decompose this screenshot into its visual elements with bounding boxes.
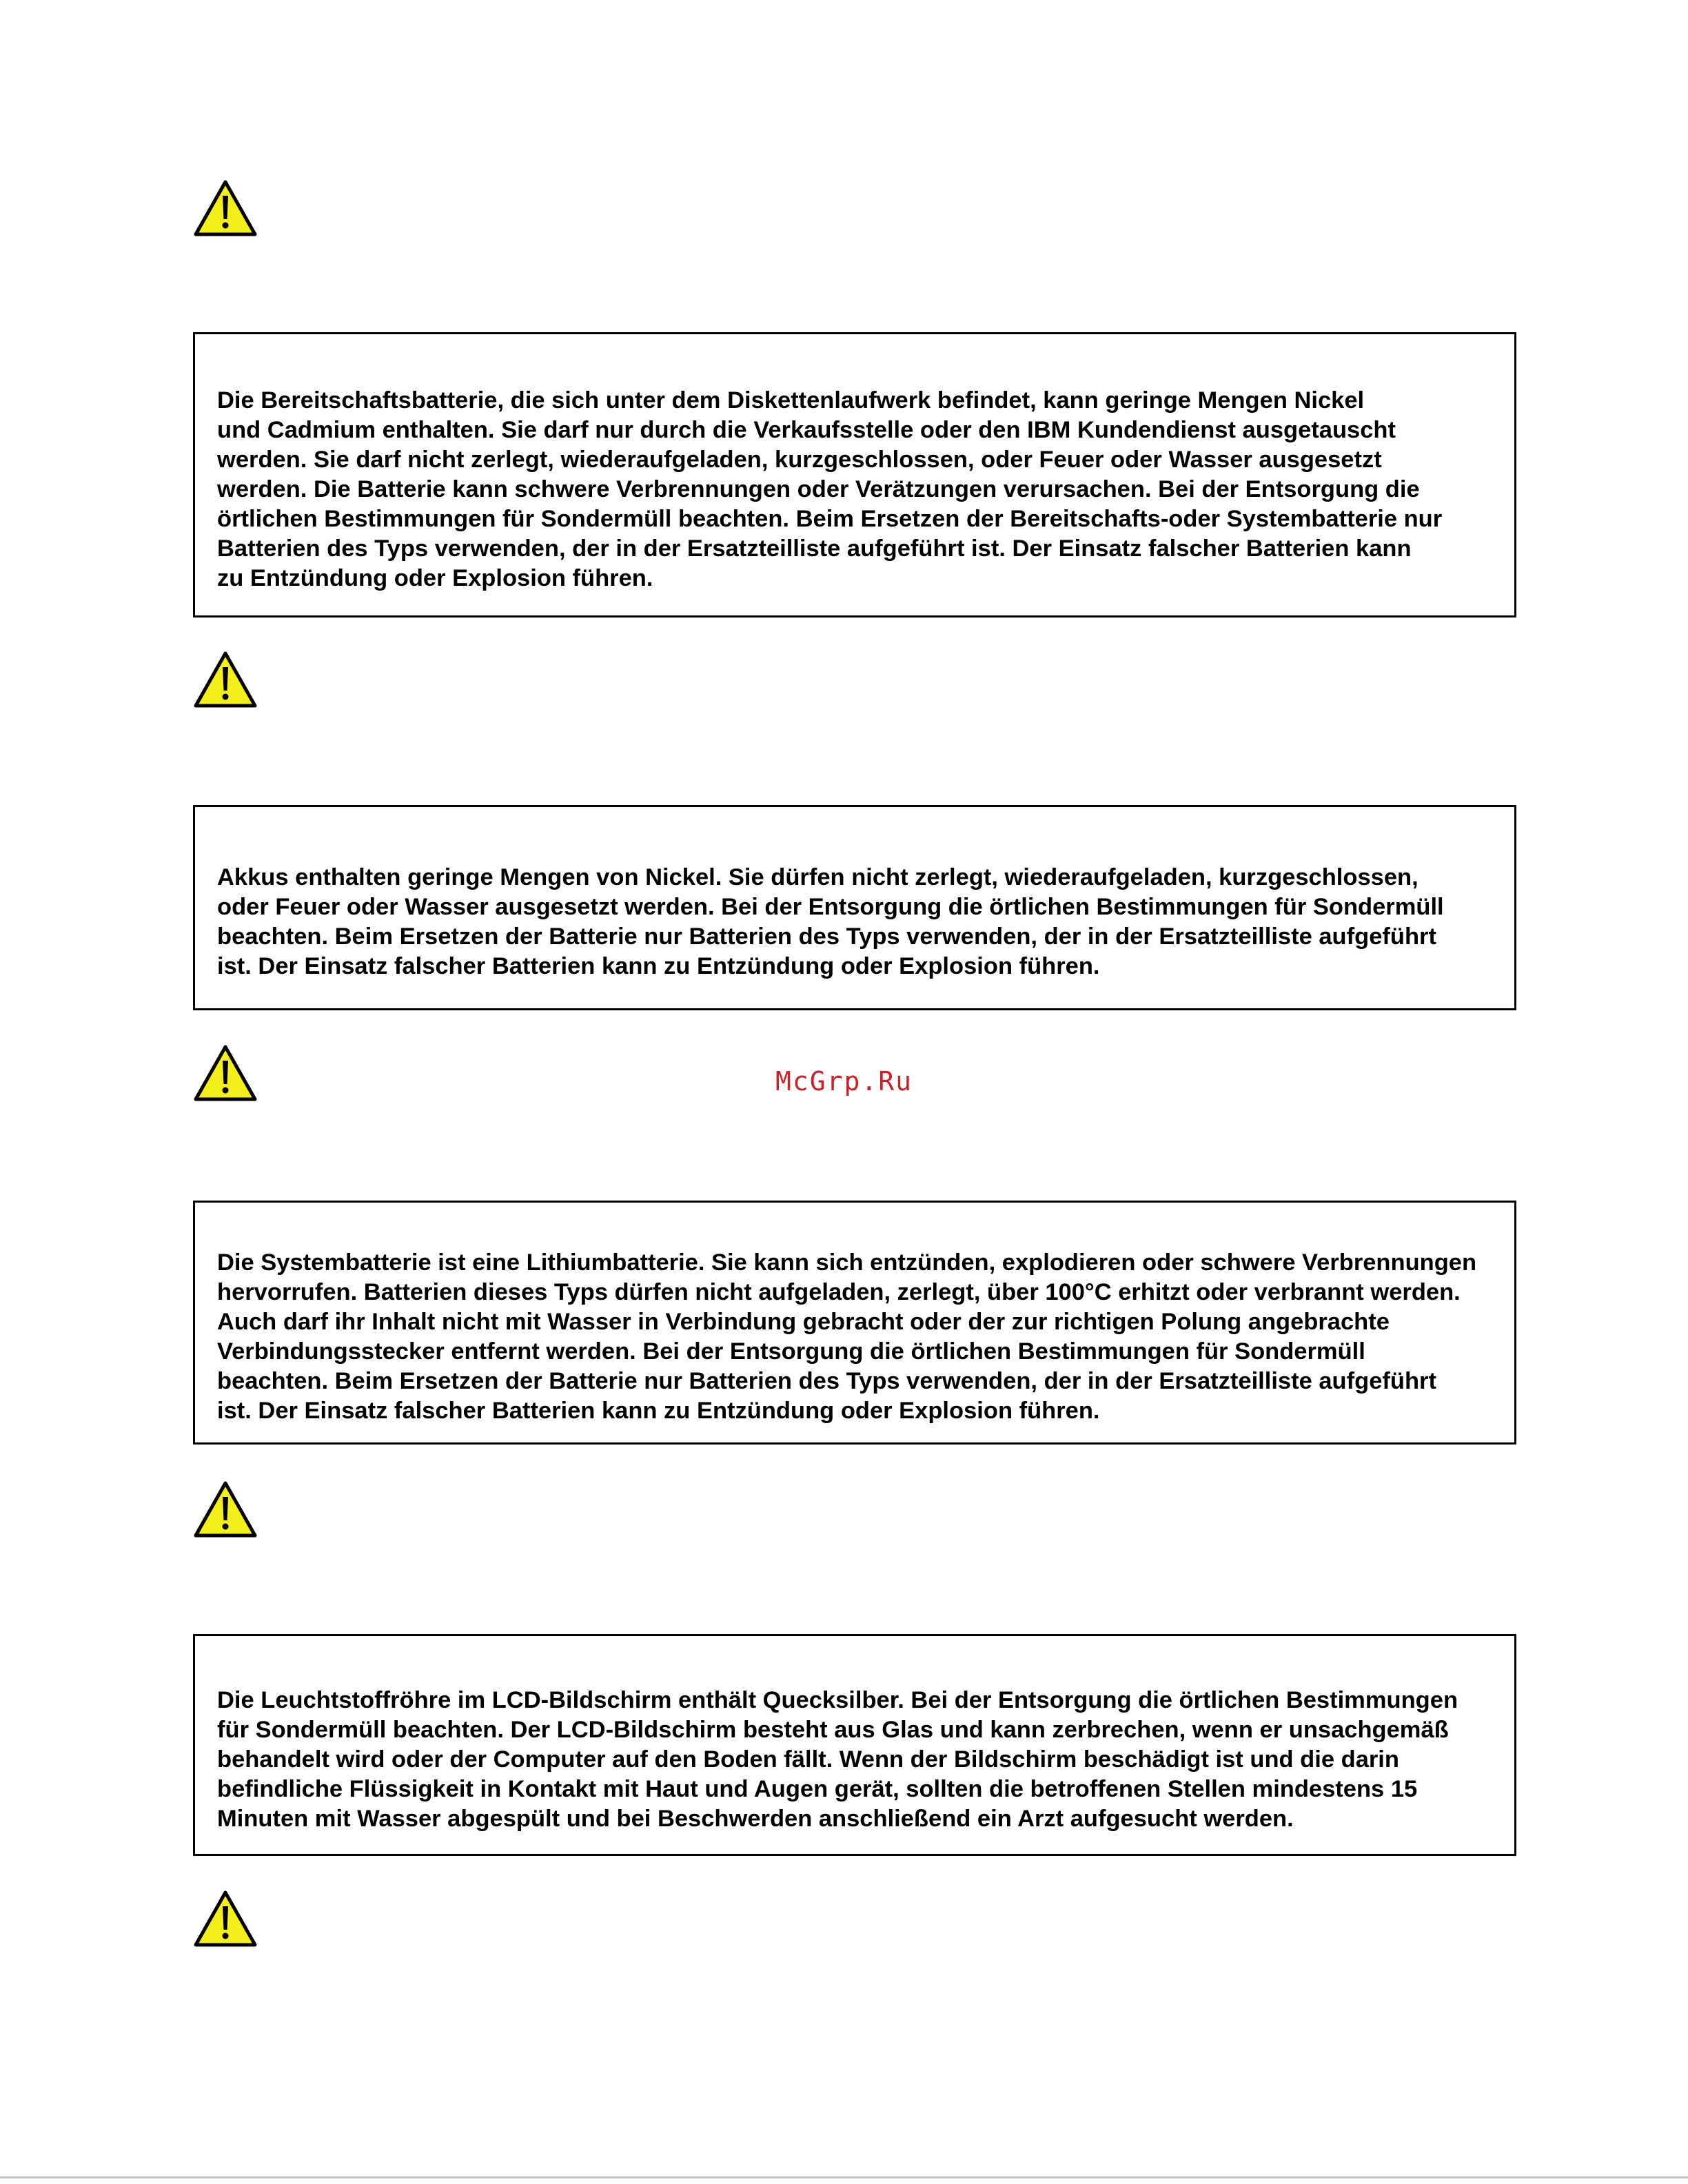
notice-text: Die Bereitschaftsbatterie, die sich unter dem Diskettenlaufwerk befindet, kann geringe Mengen Nickel und Cadmium enthalten. Sie darf nur durch die Verkaufsstelle oder den IBM Kundendienst ausgetauscht werden. Sie darf nicht zerlegt, wiederaufgeladen, kurzgeschlossen, oder Feuer oder Wasser ausgesetzt werden. Die Batterie kann schwere Verbrennungen oder Verätzungen verursachen. Bei der Entsorgung die örtlichen Bestimmungen für Sondermüll beachten. Beim Ersetzen der Bereitschafts-oder Systembatterie nur Batterien des Typs verwenden, der in der Ersatzteilliste aufgeführt ist. Der Einsatz falscher Batterien kann zu Entzündung oder Explosion führen. (217, 387, 1443, 591)
notice-box-rechargeable-battery (193, 805, 1516, 1010)
notice-box-lcd-mercury (193, 1634, 1516, 1856)
caution-triangle-icon (193, 1480, 258, 1538)
caution-triangle-icon-svg (193, 651, 258, 708)
caution-triangle-icon-svg (193, 179, 258, 237)
caution-triangle-icon-svg (193, 1890, 258, 1948)
caution-triangle-icon (193, 1890, 258, 1948)
notice-box-standby-battery (193, 332, 1516, 618)
caution-triangle-icon-svg (193, 1480, 258, 1538)
notice-text: Akkus enthalten geringe Mengen von Nickel. Sie dürfen nicht zerlegt, wiederaufgeladen, kurzgeschlossen, oder Feuer oder Wasser ausgesetzt werden. Bei der Entsorgung die örtlichen Bestimmungen für Sondermüll beachten. Beim Ersetzen der Batterie nur Batterien des Typs verwenden, der in der Ersatzteilliste aufgeführt ist. Der Einsatz falscher Batterien kann zu Entzündung oder Explosion führen. (217, 864, 1444, 979)
caution-triangle-icon (193, 179, 258, 237)
notice-box-lithium-battery (193, 1201, 1516, 1445)
caution-triangle-icon (193, 651, 258, 708)
bottom-rule (0, 2176, 1688, 2178)
watermark: McGrp.Ru (775, 1066, 913, 1096)
notice-text: Die Leuchtstoffröhre im LCD-Bildschirm enthält Quecksilber. Bei der Entsorgung die örtlichen Bestimmungen für Sondermüll beachten. Der LCD-Bildschirm besteht aus Glas und kann zerbrechen, wenn er unsachgemäß behandelt wird oder der Computer auf den Boden fällt. Wenn der Bildschirm beschädigt ist und die darin befindliche Flüssigkeit in Kontakt mit Haut und Augen gerät, sollten die betroffenen Stellen mindestens 15 Minuten mit Wasser abgespült und bei Beschwerden anschließend ein Arzt aufgesucht werden. (217, 1687, 1458, 1832)
notice-text: Die Systembatterie ist eine Lithiumbatterie. Sie kann sich entzünden, explodieren oder schwere Verbrennungen hervorrufen. Batterien dieses Typs dürfen nicht aufgeladen, zerlegt, über 100°C erhitzt oder verbrannt werden. Auch darf ihr Inhalt nicht mit Wasser in Verbindung gebracht oder der zur richtigen Polung angebrachte Verbindungsstecker entfernt werden. Bei der Entsorgung die örtlichen Bestimmungen für Sondermüll beachten. Beim Ersetzen der Batterie nur Batterien des Typs verwenden, der in der Ersatzteilliste aufgeführt ist. Der Einsatz falscher Batterien kann zu Entzündung oder Explosion führen. (217, 1249, 1477, 1424)
